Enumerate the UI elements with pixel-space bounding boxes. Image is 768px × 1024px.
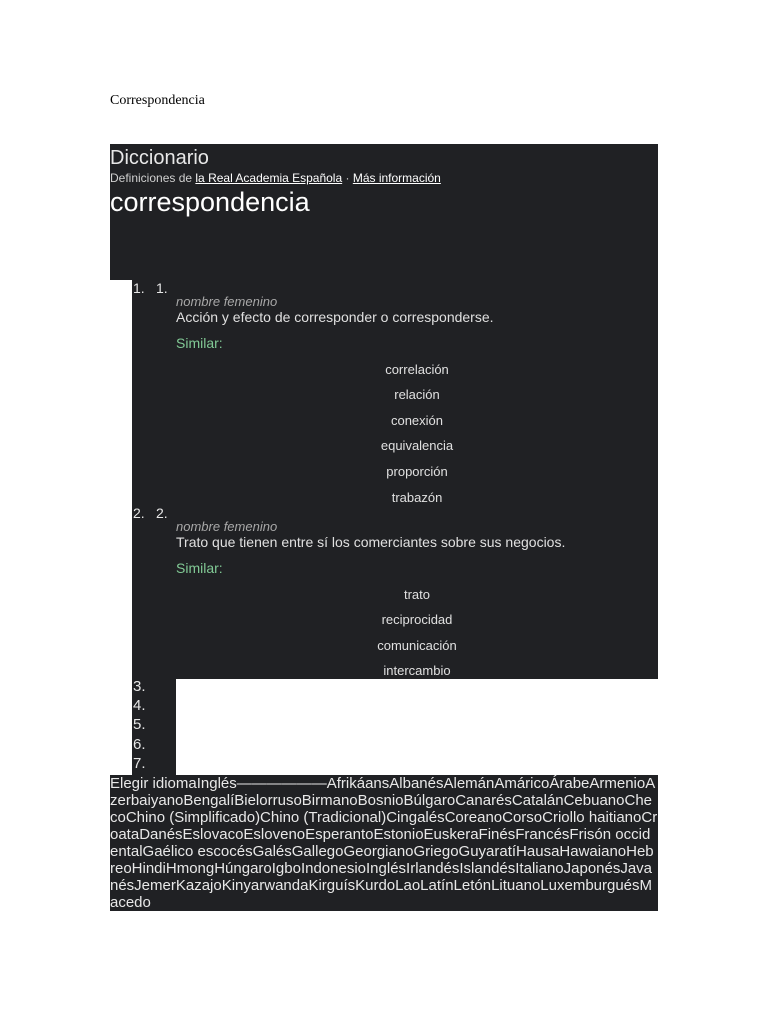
source-separator: · xyxy=(342,171,353,185)
synonym-chip[interactable]: trabazón xyxy=(391,489,443,505)
similar-label: Similar: xyxy=(176,560,223,576)
blank-space xyxy=(176,717,658,736)
document-title: Correspondencia xyxy=(110,93,205,108)
synonym-chip[interactable]: comunicación xyxy=(377,637,457,653)
synonym-chip[interactable]: equivalencia xyxy=(380,438,454,454)
blank-space xyxy=(176,698,658,717)
sense-number: 6. xyxy=(133,735,146,753)
synonym-chip[interactable]: correlación xyxy=(385,361,449,377)
synonym-chip[interactable]: relación xyxy=(394,387,440,403)
dictionary-source xyxy=(110,171,441,185)
list-gutter xyxy=(110,280,132,505)
dictionary-panel xyxy=(110,144,658,923)
sense-list xyxy=(110,280,658,775)
source-prefix: Definiciones de xyxy=(110,171,196,185)
synonym-chip[interactable]: proporción xyxy=(386,463,448,479)
blank-space xyxy=(176,737,658,756)
sense-marker-box xyxy=(132,698,176,717)
headword: correspondencia xyxy=(110,187,310,217)
empty-list-item xyxy=(110,698,658,717)
blank-space xyxy=(176,756,658,775)
sense-inner-number: 1. xyxy=(156,280,168,296)
sense-item xyxy=(110,280,658,505)
definition: Acción y efecto de corresponder o corresponderse. xyxy=(176,309,494,325)
list-gutter xyxy=(110,737,132,756)
definition: Trato que tienen entre sí los comerciantes sobre sus negocios. xyxy=(176,534,566,550)
dictionary-name: Diccionario xyxy=(110,147,209,169)
sense-marker-box xyxy=(132,280,176,505)
sense-number: 3. xyxy=(133,678,146,695)
sense-number: 1. xyxy=(133,280,145,296)
sense-item xyxy=(110,505,658,679)
empty-list-item xyxy=(110,717,658,736)
synonym-chip[interactable]: conexión xyxy=(390,412,444,428)
list-gutter xyxy=(110,505,132,679)
empty-list-item xyxy=(110,737,658,756)
dictionary-header xyxy=(110,144,658,280)
list-gutter xyxy=(110,698,132,717)
language-select-label: Elegir idioma xyxy=(110,774,197,792)
list-gutter xyxy=(110,717,132,736)
part-of-speech: nombre femenino xyxy=(176,519,278,534)
list-gutter xyxy=(110,679,132,698)
synonym-chip[interactable]: intercambio xyxy=(383,663,451,679)
sense-marker-box xyxy=(132,679,176,698)
language-options[interactable]: Inglés——————AfrikáansAlbanésAlemánAmáricoÁrabeArmenioAzerbaiyanoBengalíBielorrusoBirmanoBosnioBúlgaroCanarésCatalánCebuanoChecoChino (Simplificado)Chino (Tradicional)CingalésCoreanoCorsoCriollo haitianoCroataDanésEslovacoEslovenoEsperantoEstonioEuskeraFinésFrancésFrisón occidentalGaélico escocésGalésGallegoGeorgianoGriegoGuyaratíHausaHawaianoHebreoHindiHmongHúngaroIgboIndonesioInglésIrlandésIslandésItalianoJaponésJavanésJemerKazajoKinyarwandaKirguísKurdoLaoLatínLetónLituanoLuxemburguésMacedo xyxy=(110,774,658,911)
sense-number: 4. xyxy=(133,697,146,715)
list-gutter xyxy=(110,756,132,775)
similar-label: Similar: xyxy=(176,335,223,351)
synonym-chip[interactable]: trato xyxy=(403,586,430,602)
more-info-link[interactable]: Más información xyxy=(352,171,441,185)
sense-inner-number: 2. xyxy=(156,505,168,521)
sense-number: 7. xyxy=(133,754,146,772)
sense-body xyxy=(176,505,658,679)
sense-marker-box xyxy=(132,717,176,736)
language-select[interactable] xyxy=(110,775,658,911)
part-of-speech: nombre femenino xyxy=(176,294,278,309)
sense-marker-box xyxy=(132,505,176,679)
rae-link[interactable]: la Real Academia Española xyxy=(195,171,343,185)
empty-list-item xyxy=(110,756,658,775)
sense-number: 2. xyxy=(133,505,145,521)
sense-marker-box xyxy=(132,737,176,756)
sense-number: 5. xyxy=(133,716,146,734)
sense-body xyxy=(176,280,658,505)
empty-list-item xyxy=(110,679,658,698)
synonym-chip[interactable]: reciprocidad xyxy=(381,612,453,628)
blank-space xyxy=(176,679,658,698)
sense-marker-box xyxy=(132,756,176,775)
